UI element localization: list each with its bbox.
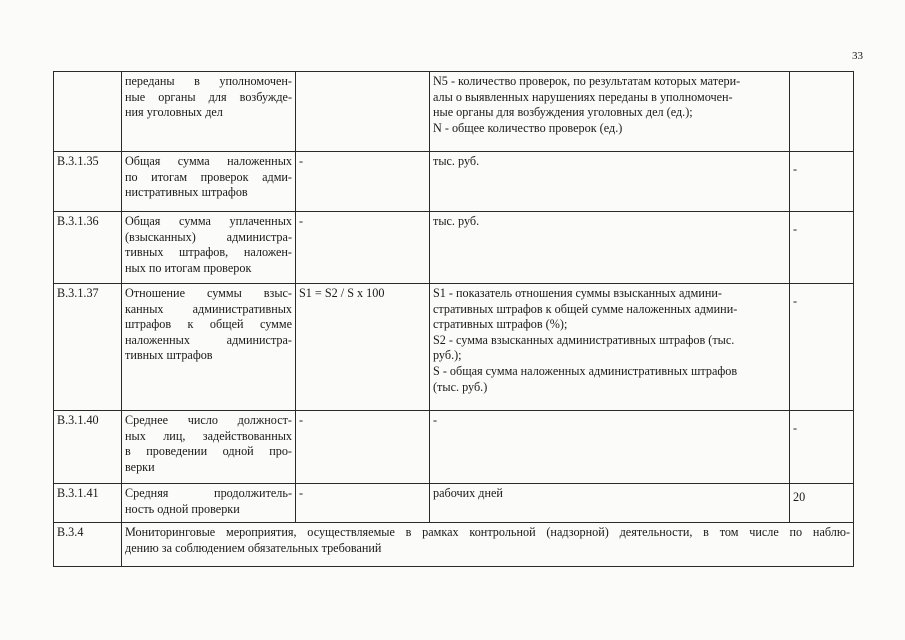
row-code-cell: В.3.1.36 (54, 212, 122, 284)
row-name-line: ных по итогам проверок (125, 260, 252, 275)
row-description-line: рабочих дней (433, 486, 503, 500)
row-name-line: Средняя продолжитель- (125, 486, 292, 500)
row-formula-cell: - (296, 411, 430, 484)
row-formula-cell: - (296, 212, 430, 284)
table-row (54, 152, 854, 212)
row-name-cell (122, 284, 296, 411)
row-value-cell: 20 (790, 484, 854, 523)
row-name-line: наложенных администра- (125, 332, 292, 347)
row-description-cell (430, 484, 790, 523)
row-description-line: - (433, 413, 438, 427)
row-description-cell (430, 152, 790, 212)
row-formula-cell: - (296, 152, 430, 212)
row-description-line: алы о выявленных нарушениях переданы в уполномочен- (433, 89, 733, 104)
section-row (54, 523, 854, 567)
row-code-cell: В.3.1.40 (54, 411, 122, 484)
row-name-cell (122, 484, 296, 523)
row-description-cell (430, 72, 790, 152)
section-code-cell: В.3.4 (54, 523, 122, 567)
row-code-cell: В.3.1.37 (54, 284, 122, 411)
section-title-line: дению за соблюдением обязательных требований (125, 540, 382, 555)
row-formula-cell: - (296, 484, 430, 523)
row-name-line: ных лиц, задействованных (125, 428, 292, 443)
row-code-cell (54, 72, 122, 152)
row-name-line: Общая сумма наложенных (125, 154, 292, 168)
row-description-line: S1 - показатель отношения суммы взысканных админи- (433, 286, 722, 300)
row-formula-cell (296, 72, 430, 152)
page-number: 33 (852, 50, 863, 62)
row-name-cell (122, 72, 296, 152)
row-name-line: ные органы для возбужде- (125, 89, 292, 104)
row-name-line: Отношение суммы взыс- (125, 286, 292, 300)
row-description-line: тыс. руб. (433, 214, 480, 228)
row-name-line: переданы в уполномочен- (125, 74, 292, 88)
row-description-line: стративных штрафов (%); (433, 317, 568, 332)
row-name-line: верки (125, 459, 155, 474)
row-name-cell (122, 212, 296, 284)
row-name-cell (122, 152, 296, 212)
row-name-line: ность одной проверки (125, 501, 240, 516)
row-description-cell (430, 411, 790, 484)
indicators-table (53, 71, 854, 567)
row-value-cell: - (790, 411, 854, 484)
row-name-line: тивных штрафов, наложен- (125, 245, 292, 260)
row-name-line: Среднее число должност- (125, 413, 292, 427)
row-name-line: по итогам проверок адми- (125, 169, 292, 184)
section-title-cell (122, 523, 854, 567)
row-name-line: штрафов к общей сумме (125, 317, 292, 332)
row-name-line: нистративных штрафов (125, 185, 248, 200)
row-description-line: (тыс. руб.) (433, 379, 488, 394)
indicators-table-body (54, 72, 854, 567)
row-code-cell: В.3.1.41 (54, 484, 122, 523)
row-value-cell: - (790, 212, 854, 284)
row-description-line: S - общая сумма наложенных административных штрафов (433, 363, 738, 378)
row-description-line: ные органы для возбуждения уголовных дел (ед.); (433, 105, 693, 120)
row-description-line: тыс. руб. (433, 154, 480, 168)
row-code-cell: В.3.1.35 (54, 152, 122, 212)
table-row (54, 484, 854, 523)
table-row (54, 72, 854, 152)
row-description-line: N - общее количество проверок (ед.) (433, 120, 623, 135)
row-description-cell (430, 284, 790, 411)
row-description-line: руб.); (433, 348, 462, 363)
row-value-cell: - (790, 284, 854, 411)
table-row (54, 212, 854, 284)
row-value-cell: - (790, 152, 854, 212)
row-name-line: в проведении одной про- (125, 444, 292, 459)
row-name-line: Общая сумма уплаченных (125, 214, 292, 228)
row-value-cell (790, 72, 854, 152)
table-row (54, 284, 854, 411)
table-row (54, 411, 854, 484)
row-description-line: S2 - сумма взысканных административных штрафов (тыс. (433, 332, 735, 347)
row-name-line: ния уголовных дел (125, 105, 223, 120)
row-formula-cell: S1 = S2 / S x 100 (296, 284, 430, 411)
row-description-line: стративных штрафов к общей сумме наложенных админи- (433, 301, 738, 316)
row-name-cell (122, 411, 296, 484)
section-title-line: Мониторинговые мероприятия, осуществляемые в рамках контрольной (надзорной) деятельности, в том числе по наблю- (125, 525, 850, 539)
row-name-line: тивных штрафов (125, 348, 213, 363)
row-description-line: N5 - количество проверок, по результатам которых матери- (433, 74, 741, 88)
row-name-line: (взысканных) администра- (125, 229, 292, 244)
row-name-line: канных административных (125, 301, 292, 316)
row-description-cell (430, 212, 790, 284)
